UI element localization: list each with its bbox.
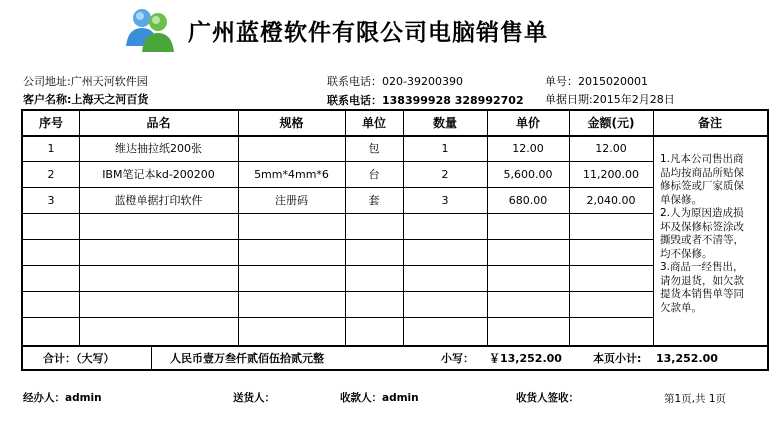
total-label: 合计：（大写）	[43, 352, 115, 365]
row2-name: IBM笔记本kd-200200	[102, 168, 215, 181]
deliverer: 送货人：	[233, 392, 275, 404]
row3-unit: 套	[368, 194, 380, 207]
payee: 收款人：admin	[340, 392, 419, 404]
row2-unit: 台	[368, 168, 380, 181]
row1-no: 1	[47, 142, 55, 155]
company-address: 公司地址:广州天河软件园	[23, 75, 148, 88]
messenger-people-icon	[118, 6, 180, 56]
row3-name: 蓝橙单据打印软件	[114, 194, 203, 207]
row1-price: 12.00	[512, 142, 544, 155]
page-subtotal-value: 13,252.00	[656, 352, 718, 365]
remarks-text: 1.凡本公司售出商 品均按商品所贴保 修标签或厂家质保 单保修。 2.人为原因造成损 坏及保修标签涂改 撕毁或者不清等， 均不保修。 3.商品一经售出， 请勿退货，如欠款 提货本销售单等同 欠款单。	[660, 153, 744, 314]
receiver-signature: 收货人签收：	[516, 392, 579, 404]
col-header-name: 品名	[146, 116, 171, 130]
row3-qty: 3	[441, 194, 449, 207]
row1-spec	[238, 137, 345, 161]
handler: 经办人：admin	[23, 392, 102, 404]
row1-amount: 12.00	[595, 142, 627, 155]
col-header-spec: 规格	[279, 116, 304, 130]
col-header-qty: 数量	[432, 116, 457, 130]
page-title: 广州蓝橙软件有限公司电脑销售单	[188, 19, 548, 46]
row1-name: 维达抽拉纸200张	[115, 142, 202, 155]
row3-spec: 注册码	[275, 194, 308, 207]
company-phone: 联系电话：020-39200390	[327, 75, 463, 88]
row3-price: 680.00	[508, 194, 548, 207]
row3-amount: 2,040.00	[586, 194, 636, 207]
row3-no: 3	[47, 194, 55, 207]
col-header-unit: 单位	[361, 116, 386, 130]
page-subtotal-label: 本页小计:	[593, 352, 642, 365]
row2-no: 2	[47, 168, 55, 181]
row2-qty: 2	[441, 168, 449, 181]
page-info: 第1页,共 1页	[664, 393, 727, 405]
customer-name: 客户名称:上海天之河百货	[23, 93, 149, 106]
customer-phone: 联系电话：138399928 328992702	[327, 94, 524, 107]
order-number: 单号：2015020001	[545, 75, 648, 88]
total-words: 人民币壹万叁仟贰佰伍拾贰元整	[170, 352, 324, 365]
small-total-label: 小写：	[441, 352, 474, 365]
small-total-value: ￥13,252.00	[489, 352, 562, 365]
order-date: 单据日期:2015年2月28日	[545, 93, 675, 106]
sales-table	[21, 109, 769, 371]
col-header-no: 序号	[38, 116, 63, 130]
row2-amount: 11,200.00	[583, 168, 639, 181]
col-header-remark: 备注	[697, 116, 722, 130]
col-header-amount: 金额(元)	[587, 116, 635, 130]
row2-price: 5,600.00	[503, 168, 553, 181]
row2-spec: 5mm*4mm*6	[254, 168, 329, 181]
col-header-price: 单价	[515, 116, 540, 130]
row1-qty: 1	[441, 142, 449, 155]
row1-unit: 包	[368, 142, 380, 155]
